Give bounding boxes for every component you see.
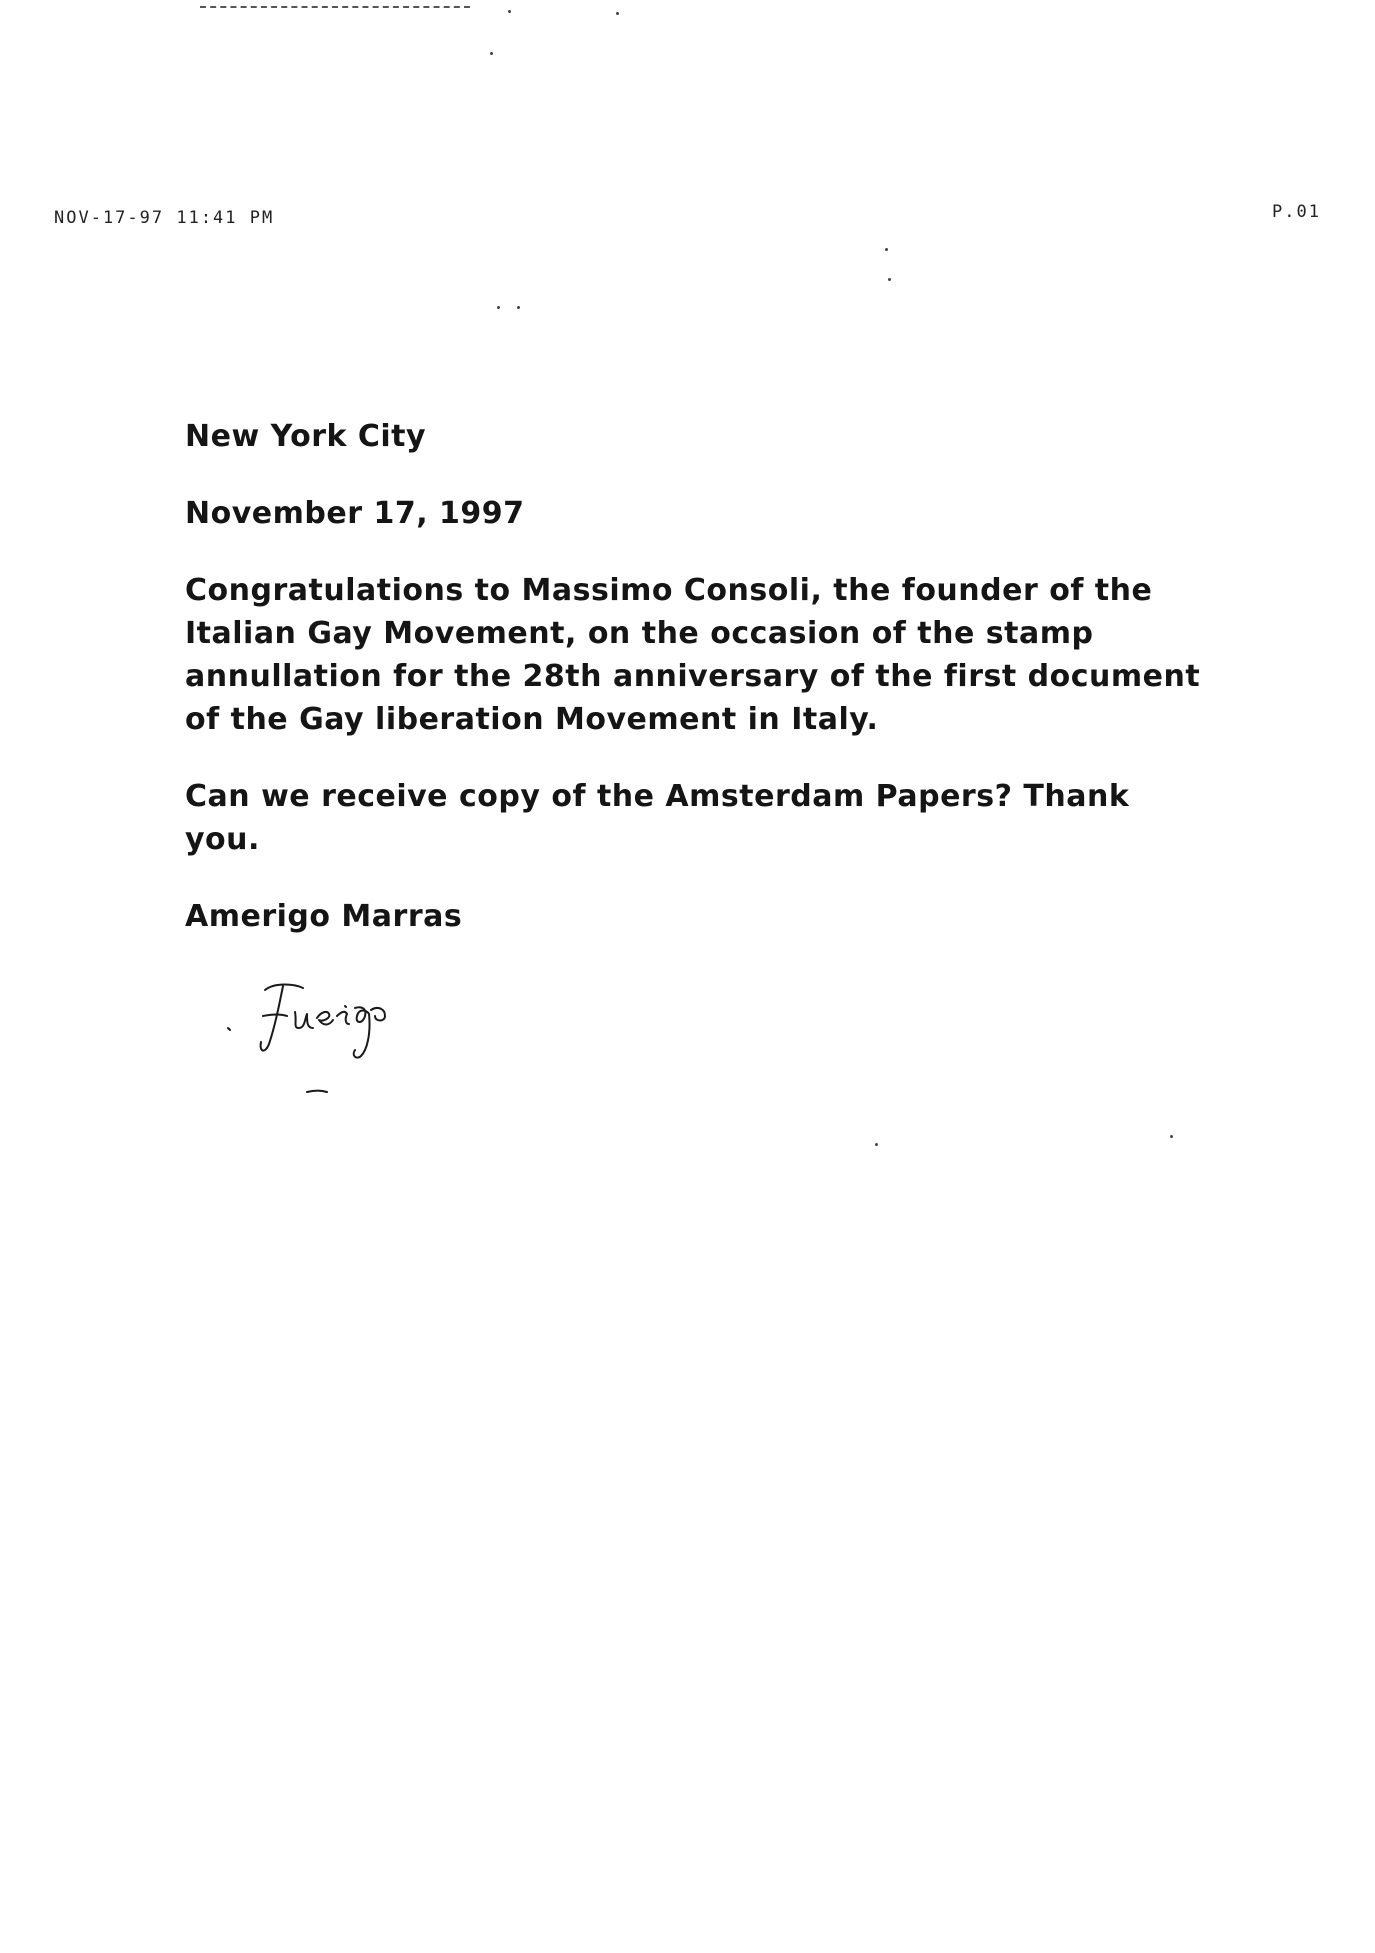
letter-place: New York City bbox=[185, 419, 427, 454]
scan-speck bbox=[875, 1143, 878, 1146]
letter-request-paragraph: Can we receive copy of the Amsterdam Papers? Thank you. bbox=[185, 779, 1130, 857]
scan-speck bbox=[497, 306, 500, 309]
sender-name: Amerigo Marras bbox=[185, 899, 463, 934]
fax-timestamp: NOV-17-97 11:41 PM bbox=[54, 208, 275, 228]
scan-speck bbox=[490, 52, 493, 55]
handwritten-signature bbox=[225, 968, 485, 1098]
scan-artifact-dashes bbox=[200, 6, 470, 10]
scan-speck bbox=[885, 248, 888, 251]
scan-speck bbox=[616, 12, 619, 15]
scan-speck bbox=[888, 278, 891, 281]
letter-date: November 17, 1997 bbox=[185, 496, 525, 531]
letter-body bbox=[185, 415, 1215, 938]
scan-speck bbox=[517, 306, 520, 309]
scan-speck bbox=[1170, 1135, 1173, 1138]
fax-header bbox=[54, 202, 1321, 232]
scan-speck bbox=[508, 10, 511, 13]
fax-page-number: P.01 bbox=[1272, 202, 1321, 222]
letter-congratulations-paragraph: Congratulations to Massimo Consoli, the founder of the Italian Gay Movement, on the occasion of the stamp annullation for the 28th anniversary of the first document of the Gay liberation Movement in Italy. bbox=[185, 573, 1201, 737]
